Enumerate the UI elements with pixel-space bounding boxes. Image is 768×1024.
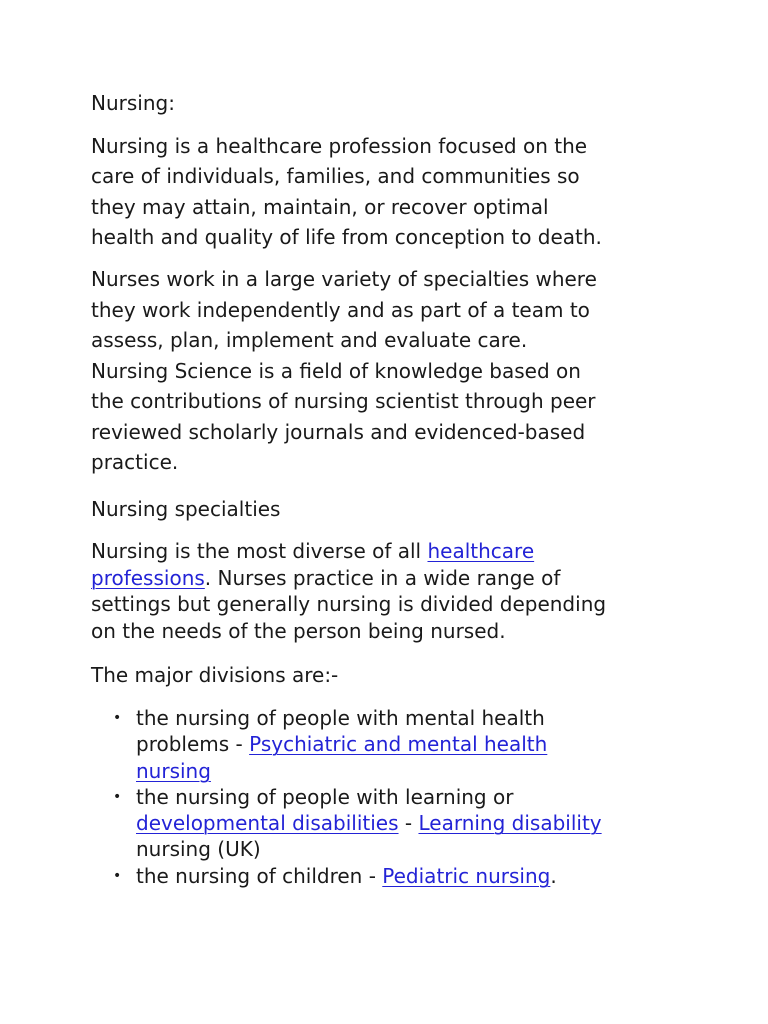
text-line <box>91 538 606 565</box>
text-line <box>136 758 602 784</box>
text-line: health and quality of life from conception to death. <box>91 224 602 249</box>
specialties-paragraph <box>91 538 606 644</box>
text-line <box>136 863 602 889</box>
text-line: practice. <box>91 450 179 474</box>
text-line: Nursing is a healthcare profession focused on the <box>91 134 588 158</box>
text-fragment: . Nurses practice in a wide range of <box>204 565 561 590</box>
text-line: the contributions of nursing scientist through peer <box>91 389 596 413</box>
specialties-heading: Nursing specialties <box>91 497 281 521</box>
text-line: settings but generally nursing is divided depending <box>91 592 607 616</box>
text-fragment: the nursing of children - <box>136 863 383 888</box>
divisions-list <box>91 705 602 889</box>
bullet-icon: • <box>113 867 122 884</box>
document-heading: Nursing: <box>91 91 175 115</box>
text-line: reviewed scholarly journals and evidenced-based <box>91 419 586 444</box>
bullet-icon: • <box>113 788 122 805</box>
text-fragment: . <box>550 863 557 888</box>
text-fragment: - <box>398 811 419 836</box>
psychiatric-nursing-link[interactable]: Psychiatric and mental health <box>249 732 548 757</box>
list-item <box>91 784 602 863</box>
text-line: on the needs of the person being nursed. <box>91 618 506 643</box>
developmental-disabilities-link[interactable]: developmental disabilities <box>136 811 399 836</box>
text-fragment: Nursing is the most diverse of all <box>91 539 428 563</box>
healthcare-professions-link-cont[interactable]: professions <box>91 565 205 590</box>
divisions-heading: The major divisions are:- <box>91 663 339 687</box>
text-fragment: problems - <box>136 732 250 757</box>
text-line: Nurses work in a large variety of specialties where <box>91 267 597 291</box>
psychiatric-nursing-link-cont[interactable]: nursing <box>136 758 211 783</box>
nurses-work-paragraph <box>91 264 597 478</box>
text-line: the nursing of people with mental health <box>136 706 545 730</box>
learning-disability-link[interactable]: Learning disability <box>418 811 602 836</box>
text-line: they work independently and as part of a team to <box>91 297 590 322</box>
list-item <box>91 705 602 784</box>
healthcare-professions-link[interactable]: healthcare <box>427 539 535 563</box>
text-line <box>136 731 602 757</box>
text-line: the nursing of people with learning or <box>136 784 514 809</box>
text-line <box>91 565 606 592</box>
list-item <box>91 863 602 889</box>
text-line: Nursing Science is a field of knowledge based on <box>91 358 581 383</box>
text-line: assess, plan, implement and evaluate care. <box>91 328 528 352</box>
text-line <box>136 810 602 836</box>
bullet-icon: • <box>113 710 122 726</box>
pediatric-nursing-link[interactable]: Pediatric nursing <box>382 863 551 888</box>
text-line: nursing (UK) <box>136 837 261 862</box>
text-line: care of individuals, families, and communities so <box>91 164 580 189</box>
text-line: they may attain, maintain, or recover optimal <box>91 194 549 219</box>
intro-paragraph <box>91 131 602 252</box>
